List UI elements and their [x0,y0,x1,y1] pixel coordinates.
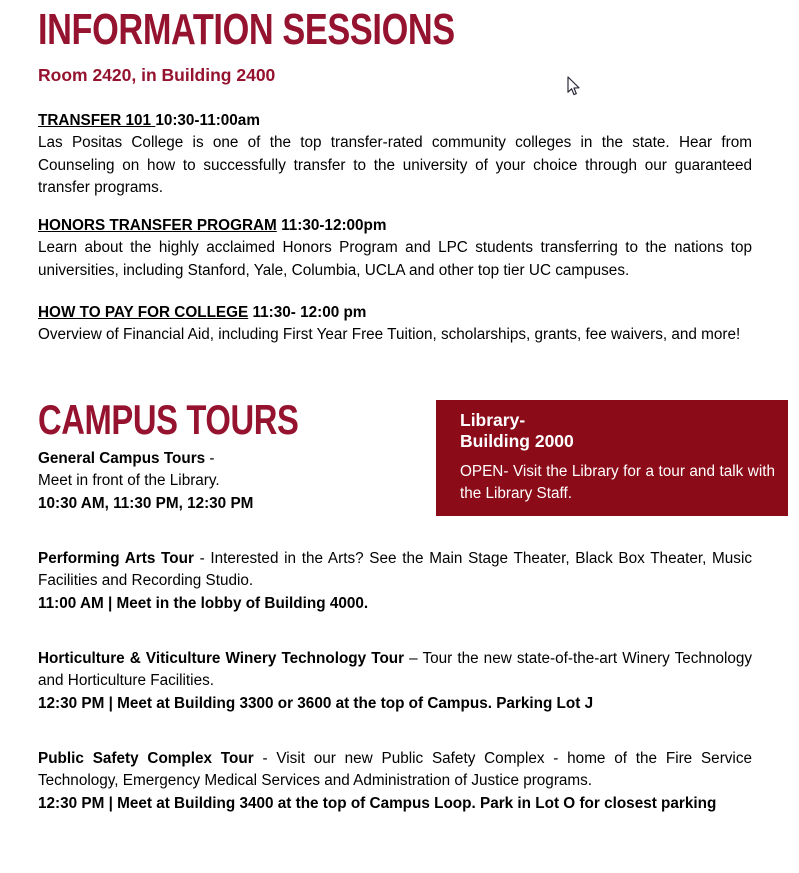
tour-title: Performing Arts Tour [38,550,194,567]
session-description: Las Positas College is one of the top transfer-rated community colleges in the state. Hear from Counseling on how to successfully transfer to the university of your choice through our guaranteed transfer programs. [38,134,752,196]
campus-tours-heading: CAMPUS TOURS [38,396,299,443]
information-sessions-heading: INFORMATION SESSIONS [38,5,455,54]
tour-separator: - [253,750,277,767]
tour-block-public-safety-complex [38,748,752,815]
tour-title: Horticulture & Viticulture Winery Technology Tour [38,650,405,667]
session-block-transfer-101 [38,110,752,199]
tour-block-general-campus-tours [38,448,418,515]
library-callout-title-line2: Building 2000 [460,431,574,451]
tour-block-performing-arts [38,548,752,615]
session-paragraph [38,215,752,282]
session-description: Overview of Financial Aid, including First Year Free Tuition, scholarships, grants, fee waivers, and more! [38,326,741,344]
library-callout-box [436,400,788,516]
information-sessions-location: Room 2420, in Building 2400 [38,65,276,85]
session-block-how-to-pay-for-college [38,302,752,347]
library-callout-title-line1: Library- [460,410,526,430]
session-paragraph [38,110,752,199]
tour-title: General Campus Tours [38,450,206,467]
library-callout-title [460,410,775,452]
tour-description: Tour the new state-of-the-art Winery Technology and Horticulture Facilities. [38,650,753,690]
tour-block-horticulture-viticulture [38,648,752,715]
tour-description: Visit our new Public Safety Complex - home of the Fire Service Technology, Emergency Medical Services and Administration of Justice programs. [38,750,752,790]
tour-logistics: 12:30 PM | Meet at Building 3400 at the top of Campus Loop. Park in Lot O for closest parking [38,794,717,812]
tour-separator: – [404,650,423,667]
mouse-cursor-arrow-icon [567,76,581,97]
session-title: HOW TO PAY FOR COLLEGE [38,304,249,321]
tour-paragraph [38,548,752,615]
library-callout-body: OPEN- Visit the Library for a tour and talk with the Library Staff. [460,463,775,502]
session-title: HONORS TRANSFER PROGRAM [38,217,277,234]
tour-separator: - [193,550,211,567]
session-time-value: 10:30-11:00am [155,112,260,129]
tour-logistics: 11:00 AM | Meet in the lobby of Building 4000. [38,594,369,612]
tour-logistics: 12:30 PM | Meet at Building 3300 or 3600 at the top of Campus. Parking Lot J [38,694,594,712]
session-time-value: 11:30-12:00pm [281,217,387,234]
tour-paragraph [38,748,752,815]
session-title: TRANSFER 101 [38,112,152,129]
tour-title-dash: - [205,450,215,467]
tour-times: 10:30 AM, 11:30 PM, 12:30 PM [38,494,254,512]
session-block-honors-transfer-program [38,215,752,282]
tour-meeting-point: Meet in front of the Library. [38,472,220,490]
session-paragraph [38,302,752,347]
tour-paragraph [38,648,752,715]
tour-paragraph [38,448,418,515]
session-time-value: 11:30- 12:00 pm [252,304,367,321]
tour-title: Public Safety Complex Tour [38,750,254,767]
tour-description: Interested in the Arts? See the Main Stage Theater, Black Box Theater, Music Facilities and Recording Studio. [38,550,752,590]
session-description: Learn about the highly acclaimed Honors Program and LPC students transferring to the nations top universities, including Stanford, Yale, Columbia, UCLA and other top tier UC campuses. [38,239,752,279]
